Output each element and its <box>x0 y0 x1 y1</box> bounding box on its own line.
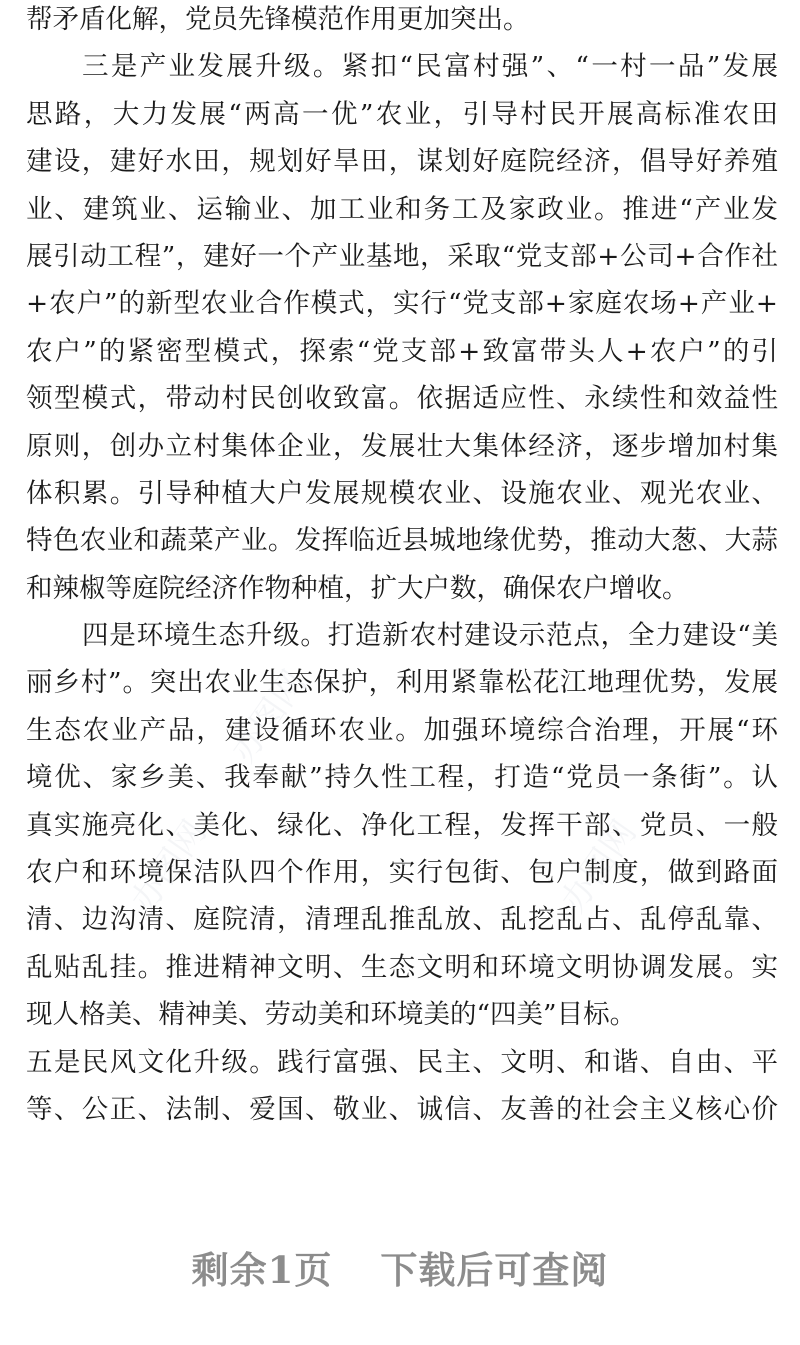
download-notice[interactable] <box>0 1240 800 1294</box>
text-line: 展引动工程”，建好一个产业基地，采取“党支部+公司+合作社 <box>26 240 778 272</box>
text-line: 五是民风文化升级。践行富强、民主、文明、和谐、自由、平 <box>26 1046 778 1078</box>
text-line: 生态农业产品，建设循环农业。加强环境综合治理，开展“环 <box>26 714 778 746</box>
text-line: +农户”的新型农业合作模式，实行“党支部+家庭农场+产业+ <box>26 288 778 320</box>
text-line: 业、建筑业、运输业、加工业和务工及家政业。推进“产业发 <box>26 193 778 225</box>
download-to-view-label: 下载后可查阅 <box>380 1248 609 1292</box>
watermark-text: 办图网 <box>553 813 645 920</box>
document-body <box>26 0 778 1137</box>
text-line: 境优、家乡美、我奉献”持久性工程，打造“党员一条街”。认 <box>26 762 778 794</box>
watermark-text: 办图网 <box>123 813 215 920</box>
text-line: 特色农业和蔬菜产业。发挥临近县城地缘优势，推动大葱、大蒜 <box>26 525 778 557</box>
text-line: 四是环境生态升级。打造新农村建设示范点，全力建设“美 <box>82 620 778 652</box>
text-line: 真实施亮化、美化、绿化、净化工程，发挥干部、党员、一般 <box>26 809 778 841</box>
remaining-pages-label: 剩余1页 <box>191 1248 333 1292</box>
text-line: 建设，建好水田，规划好旱田，谋划好庭院经济，倡导好养殖 <box>26 146 778 178</box>
text-line: 原则，创办立村集体企业，发展壮大集体经济，逐步增加村集 <box>26 430 778 462</box>
text-line: 和辣椒等庭院经济作物种植，扩大户数，确保农户增收。 <box>26 572 689 604</box>
text-line: 等、公正、法制、爱国、敬业、诚信、友善的社会主义核心价 <box>26 1093 778 1125</box>
text-line: 丽乡村”。突出农业生态保护，利用紧靠松花江地理优势，发展 <box>26 667 778 699</box>
text-line: 思路，大力发展“两高一优”农业，引导村民开展高标准农田 <box>26 98 778 130</box>
text-line: 三是产业发展升级。紧扣“民富村强”、“一村一品”发展 <box>82 51 778 83</box>
text-line: 领型模式，带动村民创收致富。依据适应性、永续性和效益性 <box>26 383 778 415</box>
text-line: 乱贴乱挂。推进精神文明、生态文明和环境文明协调发展。实 <box>26 951 778 983</box>
text-line: 农户和环境保洁队四个作用，实行包街、包户制度，做到路面 <box>26 857 778 889</box>
text-line: 农户”的紧密型模式，探索“党支部+致富带头人+农户”的引 <box>26 335 778 367</box>
watermark-text: 办图网 <box>223 663 315 770</box>
text-line: 体积累。引导种植大户发展规模农业、设施农业、观光农业、 <box>26 477 778 509</box>
text-line: 帮矛盾化解，党员先锋模范作用更加突出。 <box>26 4 530 35</box>
text-line: 清、边沟清、庭院清，清理乱推乱放、乱挖乱占、乱停乱靠、 <box>26 904 778 936</box>
text-line: 现人格美、精神美、劳动美和环境美的“四美”目标。 <box>26 999 637 1031</box>
